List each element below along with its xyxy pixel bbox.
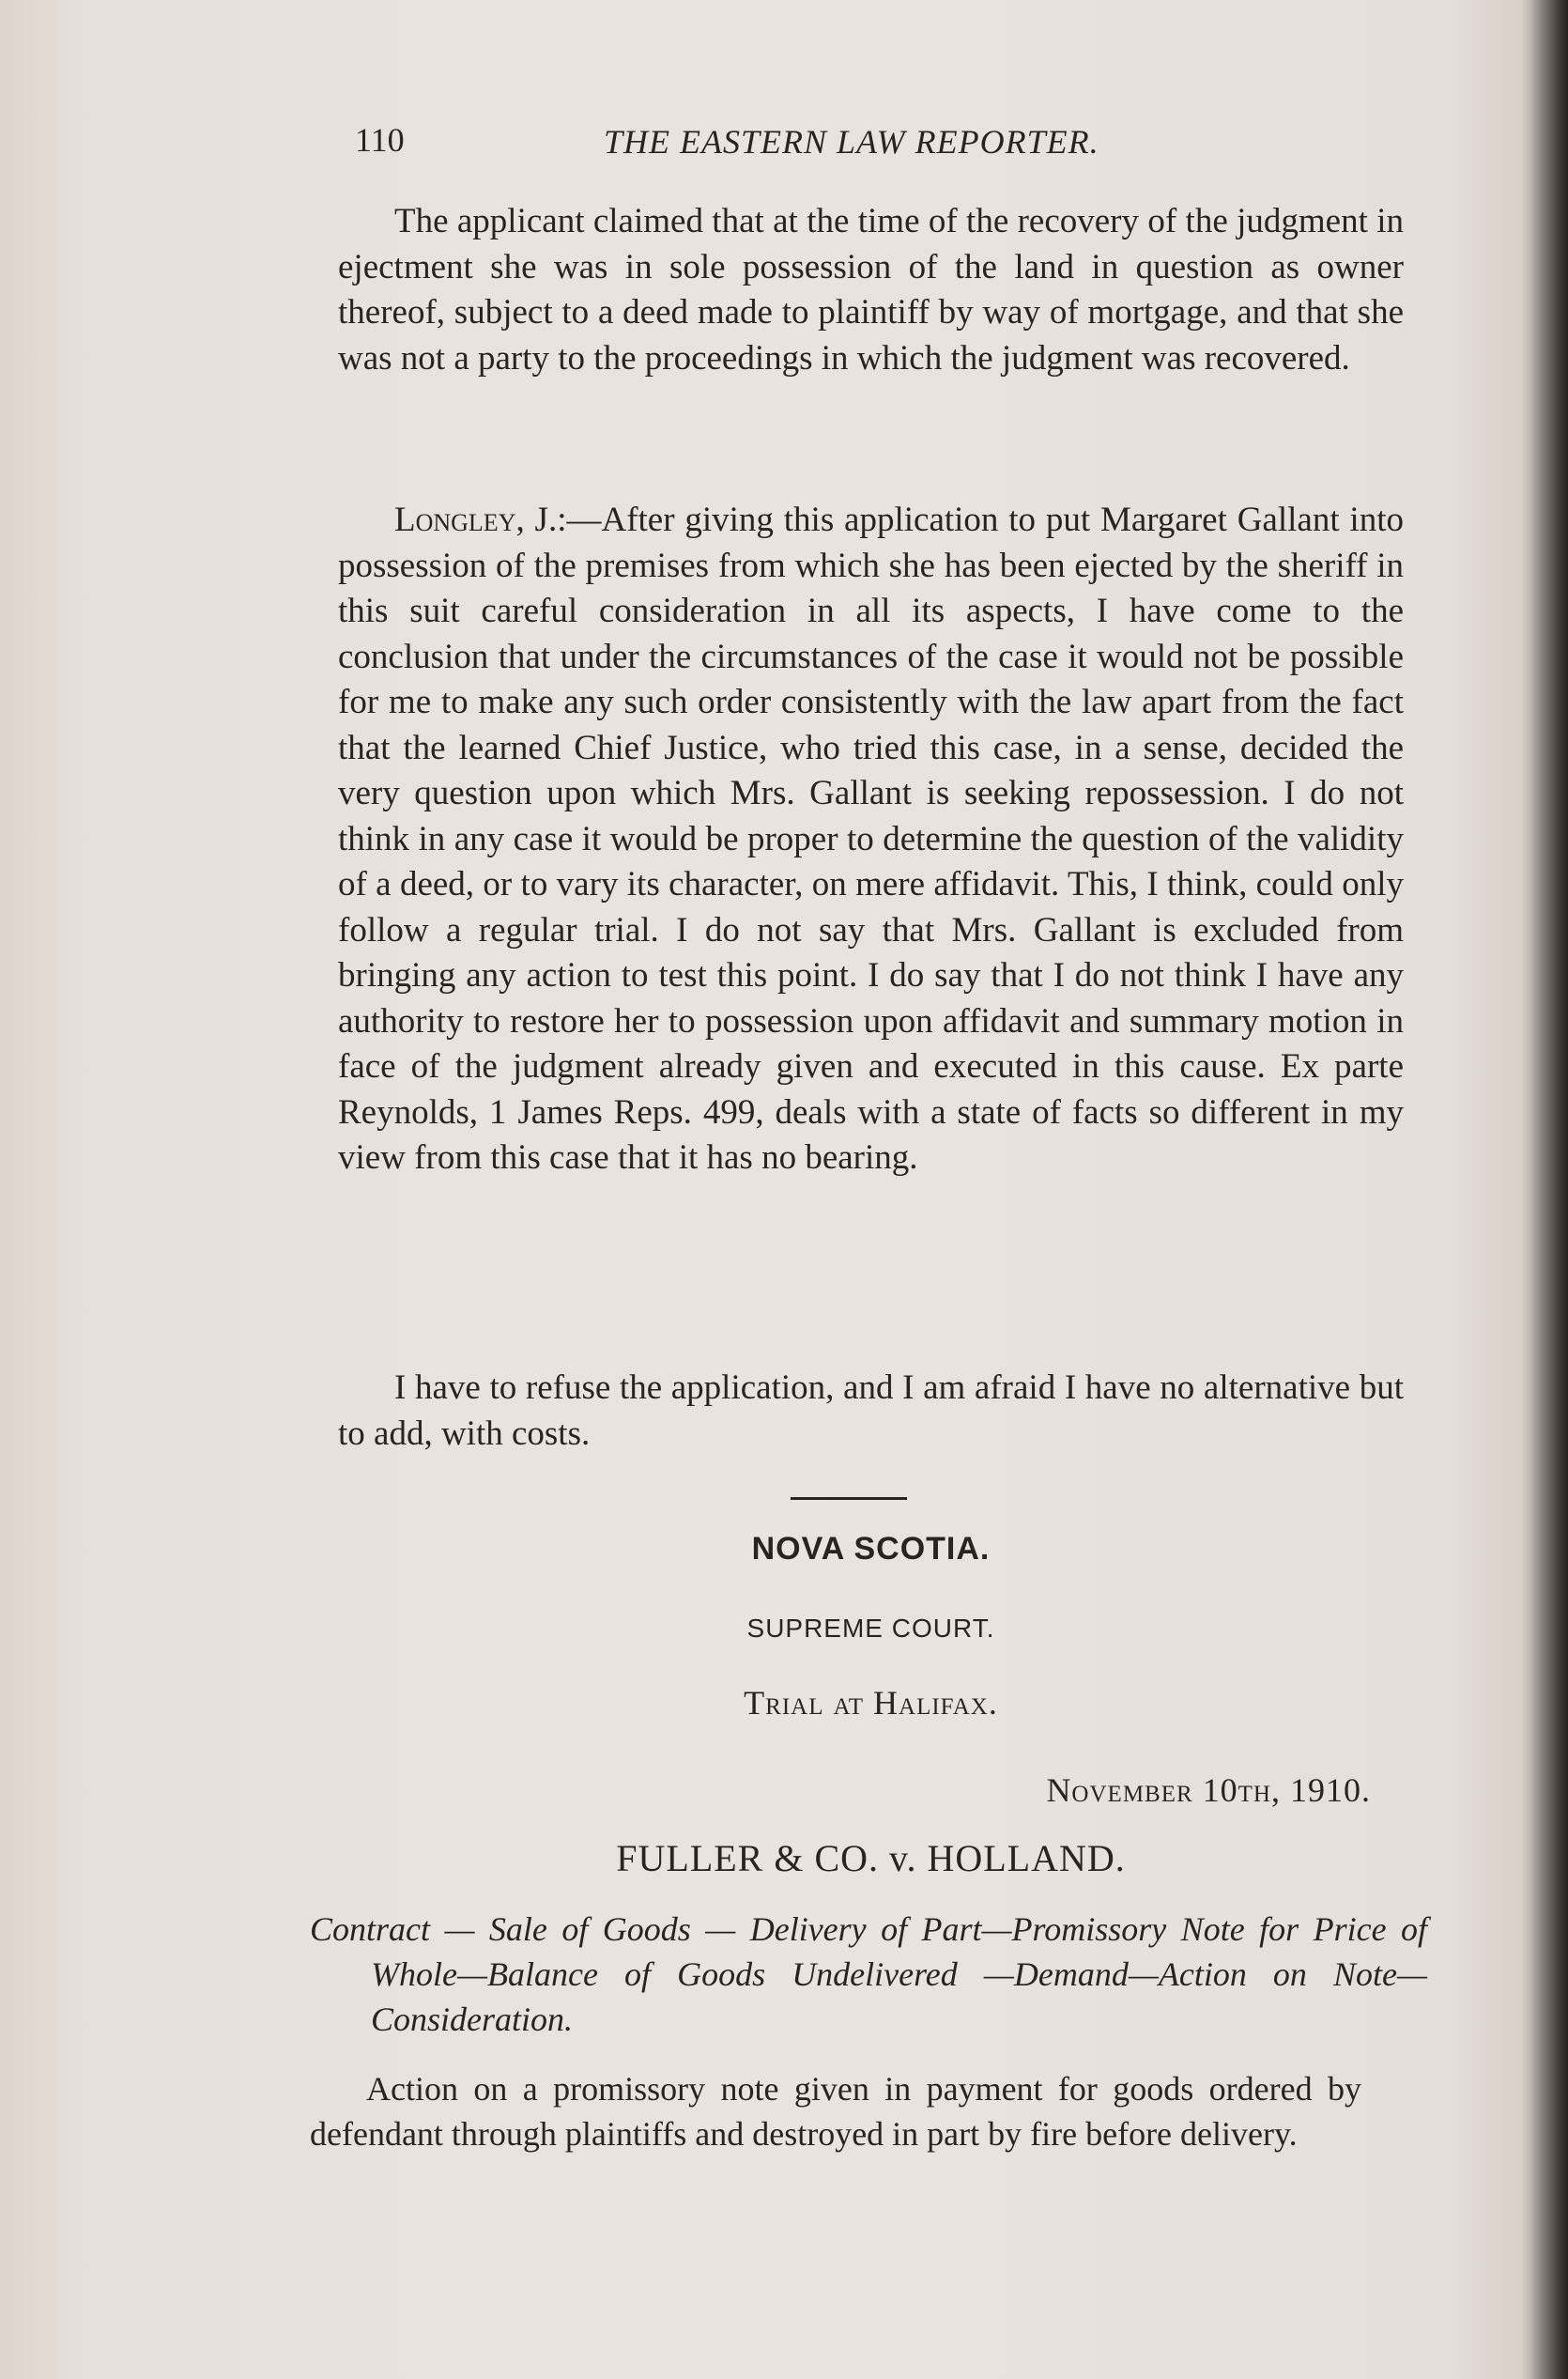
- page-number: 110: [355, 121, 405, 159]
- decision-date: November 10th, 1910.: [1046, 1771, 1371, 1809]
- page-edge-shadow: [1530, 0, 1568, 2379]
- paragraph-judgment: [338, 498, 1404, 1182]
- case-title: FULLER & CO. v. HOLLAND.: [616, 1837, 1126, 1879]
- judge-name: Longley, J.: [394, 501, 558, 539]
- page-header: [355, 120, 1162, 167]
- section-divider: [791, 1497, 907, 1500]
- court-heading: SUPREME COURT.: [746, 1614, 995, 1643]
- province-heading: NOVA SCOTIA.: [751, 1531, 991, 1567]
- running-title: THE EASTERN LAW REPORTER.: [604, 123, 1099, 161]
- paragraph-applicant-claim: The applicant claimed that at the time of the recovery of the judgment in ejectment she was in sole possession of the land in question as owner thereof, subject to a deed made to plaintiff by way of mortgage, and that she was not a party to the proceedings in which the judgment was recovered.: [338, 202, 1404, 378]
- judgment-text: :—After giving this application to put Margaret Gallant into possession of the premises from which she has been ejected by the sheriff in this suit careful consideration in all its aspects, I have come to the conclusion that under the circumstances of the case it would not be possible for me to make any such order consistently with the law apart from the fact that the learned Chief Justice, who tried this case, in a sense, decided the very question upon which Mrs. Gallant is seeking repossession. I do not think in any case it would be proper to determine the question of the validity of a deed, or to vary its character, on mere affidavit. This, I think, could only follow a regular trial. I do not say that Mrs. Gallant is excluded from bringing any action to test this point. I do say that I do not think I have any authority to restore her to possession upon affidavit and summary motion in face of the judgment already given and executed in this cause. Ex parte Reynolds, 1 James Reps. 499, deals with a state of facts so different in my view from this case that it has no bearing.: [338, 501, 1404, 1177]
- trial-location: Trial at Halifax.: [744, 1684, 998, 1722]
- paragraph-refusal: I have to refuse the application, and I am afraid I have no alternative but to add, with costs.: [338, 1368, 1404, 1453]
- case-summary: Action on a promissory note given in payment for goods ordered by defendant through plaintiffs and destroyed in part by fire before delivery.: [310, 2070, 1361, 2153]
- headnote: Contract — Sale of Goods — Delivery of Part—Promissory Note for Price of Whole—Balance of Goods Undelivered —Demand—Action on Note—Consideration.: [310, 1910, 1427, 2038]
